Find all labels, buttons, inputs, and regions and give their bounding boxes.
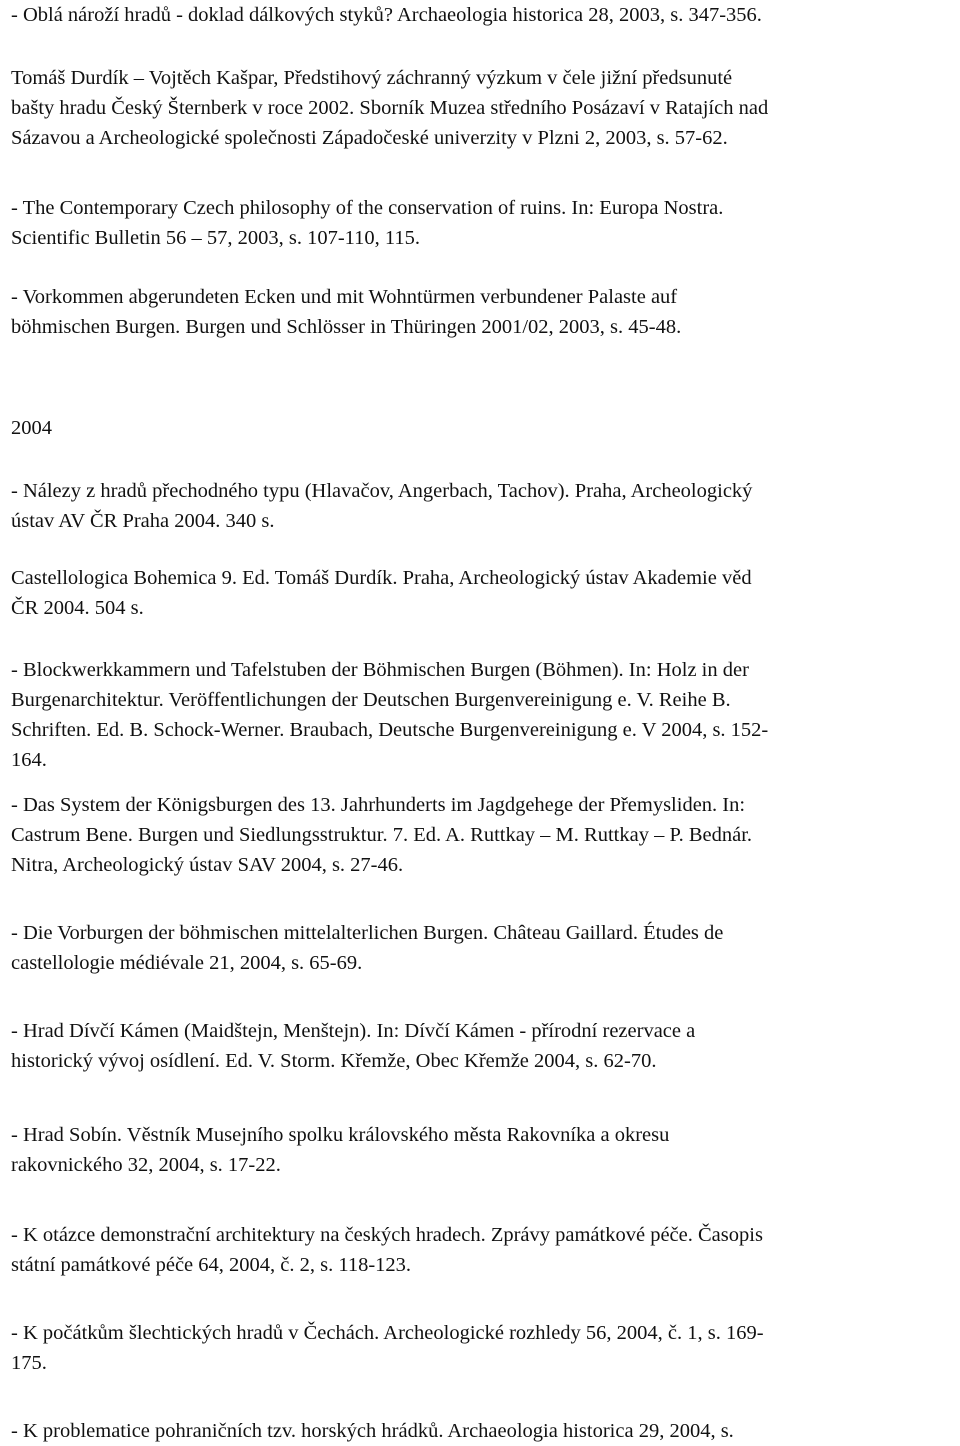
bibliography-entry (11, 1416, 956, 1446)
year-heading: 2004 (11, 417, 52, 439)
bibliography-entry (11, 1016, 956, 1076)
entry-line: 175. (11, 1352, 47, 1374)
bibliography-entry (11, 63, 956, 153)
entry-line: castellologie médiévale 21, 2004, s. 65-69. (11, 952, 363, 974)
entry-line: Schriften. Ed. B. Schock-Werner. Braubach, Deutsche Burgenvereinigung e. V 2004, s. 152- (11, 719, 769, 741)
bibliography-entry (11, 1120, 956, 1180)
entry-line: böhmischen Burgen. Burgen und Schlösser in Thüringen 2001/02, 2003, s. 45-48. (11, 316, 682, 338)
bibliography-entry (11, 790, 956, 880)
entry-line: Sázavou a Archeologické společnosti Západočeské univerzity v Plzni 2, 2003, s. 57-62. (11, 127, 728, 149)
entry-line: Castellologica Bohemica 9. Ed. Tomáš Durdík. Praha, Archeologický ústav Akademie věd (11, 567, 752, 589)
entry-line: - Blockwerkkammern und Tafelstuben der Böhmischen Burgen (Böhmen). In: Holz in der (11, 659, 749, 681)
entry-line: ČR 2004. 504 s. (11, 597, 144, 619)
entry-line: - Das System der Königsburgen des 13. Jahrhunderts im Jagdgehege der Přemysliden. In: (11, 794, 746, 816)
entry-line: - K problematice pohraničních tzv. horských hrádků. Archaeologia historica 29, 2004, s. (11, 1420, 734, 1442)
entry-line: historický vývoj osídlení. Ed. V. Storm. Křemže, Obec Křemže 2004, s. 62-70. (11, 1050, 657, 1072)
entry-line: - The Contemporary Czech philosophy of the conservation of ruins. In: Europa Nostra. (11, 197, 724, 219)
entry-line: - Vorkommen abgerundeten Ecken und mit Wohntürmen verbundener Palaste auf (11, 286, 678, 308)
entry-line: bašty hradu Český Šternberk v roce 2002. Sborník Muzea středního Posázaví v Ratajích nad (11, 97, 769, 119)
bibliography-entry (11, 1220, 956, 1280)
bibliography-entry (11, 193, 956, 253)
entry-line: ústav AV ČR Praha 2004. 340 s. (11, 510, 275, 532)
entry-line: - K počátkům šlechtických hradů v Čechách. Archeologické rozhledy 56, 2004, č. 1, s. 169- (11, 1322, 764, 1344)
bibliography-entry (11, 655, 956, 775)
entry-line: rakovnického 32, 2004, s. 17-22. (11, 1154, 281, 1176)
bibliography-entry (11, 563, 956, 623)
bibliography-entry (11, 0, 956, 30)
entry-line: Tomáš Durdík – Vojtěch Kašpar, Předstihový záchranný výzkum v čele jižní předsunuté (11, 67, 733, 89)
entry-line: - Hrad Dívčí Kámen (Maidštejn, Menštejn). In: Dívčí Kámen - přírodní rezervace a (11, 1020, 696, 1042)
entry-line: - Hrad Sobín. Věstník Musejního spolku královského města Rakovníka a okresu (11, 1124, 670, 1146)
entry-line: - Oblá nároží hradů - doklad dálkových styků? Archaeologia historica 28, 2003, s. 347-356. (11, 4, 762, 26)
entry-line: Burgenarchitektur. Veröffentlichungen der Deutschen Burgenvereinigung e. V. Reihe B. (11, 689, 731, 711)
bibliography-entry (11, 918, 956, 978)
entry-line: Castrum Bene. Burgen und Siedlungsstruktur. 7. Ed. A. Ruttkay – M. Ruttkay – P. Bednár. (11, 824, 753, 846)
entry-line: - Die Vorburgen der böhmischen mittelalterlichen Burgen. Château Gaillard. Études de (11, 922, 724, 944)
entry-line: státní památkové péče 64, 2004, č. 2, s. 118-123. (11, 1254, 412, 1276)
entry-line: 164. (11, 749, 47, 771)
entry-line: - K otázce demonstrační architektury na českých hradech. Zprávy památkové péče. Časopis (11, 1224, 763, 1246)
entry-line: - Nálezy z hradů přechodného typu (Hlavačov, Angerbach, Tachov). Praha, Archeologický (11, 480, 753, 502)
entry-line: Scientific Bulletin 56 – 57, 2003, s. 107-110, 115. (11, 227, 421, 249)
bibliography-entry (11, 476, 956, 536)
entry-line: Nitra, Archeologický ústav SAV 2004, s. 27-46. (11, 854, 404, 876)
bibliography-entry (11, 1318, 956, 1378)
bibliography-entry (11, 282, 956, 342)
